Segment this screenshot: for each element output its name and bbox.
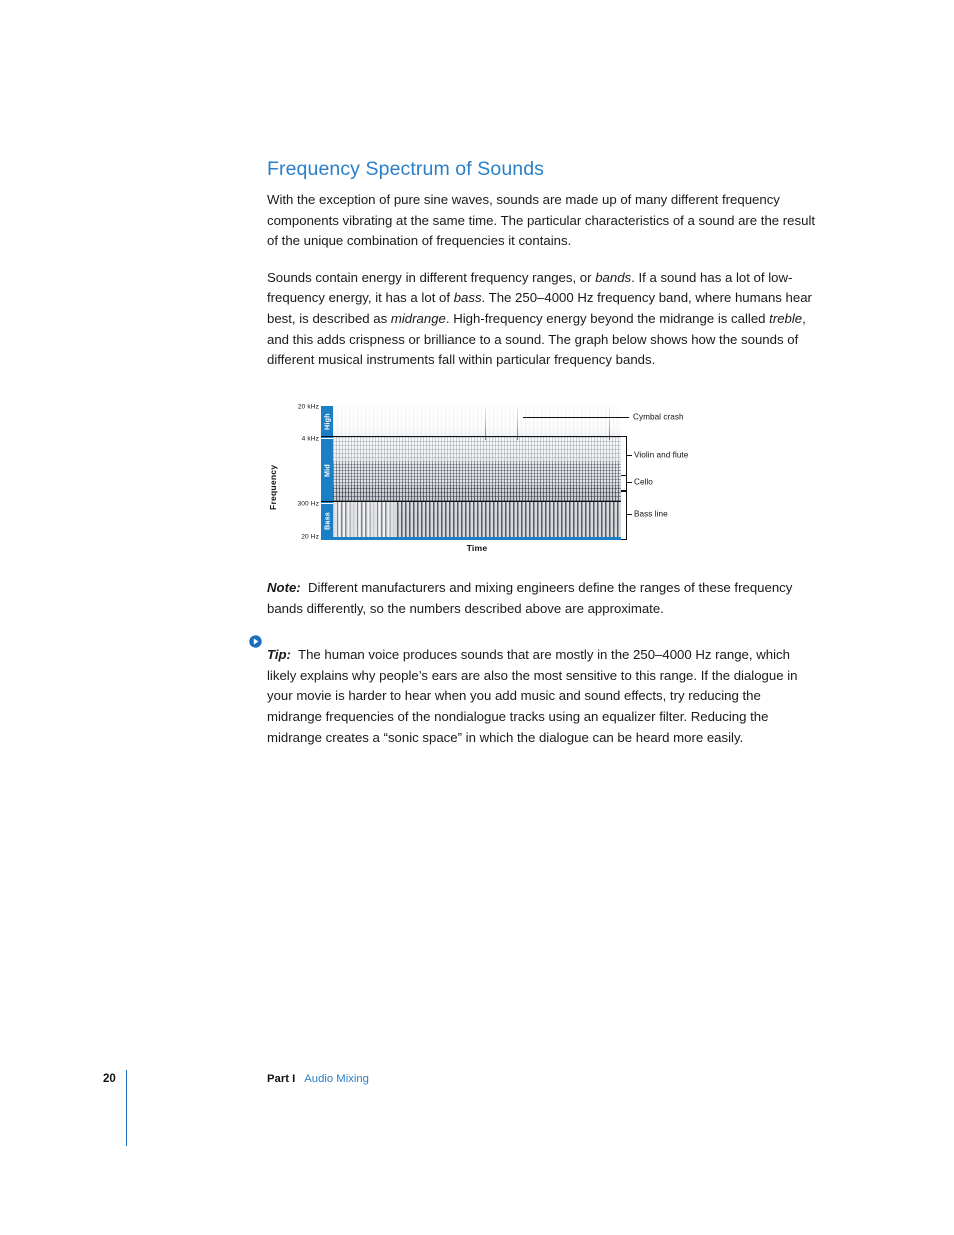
footer-breadcrumb [267,1073,369,1085]
note-block [267,578,819,619]
term-midrange: midrange [390,310,446,326]
spectrogram-high-band [333,406,621,436]
term-bass: bass [453,290,482,306]
band-divider-300hz [321,501,621,502]
note-label: Note: [267,580,301,595]
band-mid: Mid [321,439,333,503]
spectrogram-mid-band [333,462,621,486]
tip-paragraph [267,645,819,748]
figure-callouts [621,403,751,543]
spectrogram-cello-band [333,486,621,501]
y-tick-300hz: 300 Hz [297,500,319,508]
band-high: High [321,406,333,438]
text-run: , and this adds crispness or brilliance to a sound. The graph below shows how the sounds of different musical instruments fall within particular frequency bands. [267,310,806,368]
y-axis-ticks [277,403,321,541]
frequency-spectrum-figure [267,403,707,558]
cymbal-spike [485,406,486,440]
tip-label: Tip: [267,647,291,663]
cymbal-spike [609,406,610,440]
cello-bracket [621,475,627,491]
paragraph-intro: With the exception of pure sine waves, sounds are made up of many different frequency components vibrating at the same time. The particular characteristics of a sound are the result of the unique combination of frequencies it contains. [267,192,816,249]
cymbal-spike [517,406,518,440]
term-bands: bands [595,269,632,285]
band-divider-4khz [321,436,621,437]
term-treble: treble [769,310,803,326]
y-tick-20hz: 20 Hz [301,533,319,541]
bass-line-bracket [621,491,627,540]
callout-bass-line: Bass line [634,509,668,519]
x-axis-label: Time [466,543,488,553]
paragraph-bands [267,268,819,371]
tip-text-body: The human voice produces sounds that are mostly in the 250–4000 Hz range, which likely explains why people’s ears are also the most sensitive to this range. If the dialogue in your movie is harder to hear when you add music and sound effects, try reducing the midrange frequencies of the nondialogue tracks using an equalizer filter. Reducing the midrange creates a “sonic space” in which the dialogue can be heard more easily. [267,647,798,745]
violin-flute-bracket [621,436,627,476]
y-axis-label: Frequency [268,464,278,510]
cello-leader [626,482,632,483]
page-number: 20 [103,1073,116,1085]
text-run: . If a sound has a lot of low-frequency energy, it has a lot of [267,269,793,306]
callout-violin-and-flute: Violin and flute [634,450,689,460]
footer-chapter-link[interactable]: Audio Mixing [304,1073,369,1085]
footer-part-label: Part I [267,1073,296,1085]
article-content [267,158,819,371]
spectrogram-plot [333,406,621,538]
tip-block [249,632,819,761]
page-footer [0,1068,954,1158]
note-text: Different manufacturers and mixing engineers define the ranges of these frequency bands differently, so the numbers described above are approximate. [267,580,793,616]
page-title: Frequency Spectrum of Sounds [267,158,545,180]
frequency-band-strip [321,406,333,538]
cymbal-crash-leader [523,417,629,418]
text-run: . High-frequency energy beyond the midrange is called [445,310,770,326]
bass-line-leader [626,514,632,515]
callout-cymbal-crash: Cymbal crash [633,412,684,422]
callout-cello: Cello [634,477,653,487]
spectrogram-bass-left-region [333,501,395,538]
text-run: Sounds contain energy in different frequency ranges, or [267,269,596,285]
note-paragraph [267,578,819,619]
band-bass: Bass [321,504,333,538]
play-circle-icon [249,635,262,648]
plot-bottom-rule [321,537,621,540]
y-tick-20khz: 20 kHz [297,403,319,411]
violin-flute-leader [626,455,632,456]
text-run: . The 250–4000 Hz frequency band, where humans hear best, is described as [267,290,812,326]
footer-divider [126,1070,127,1146]
spectrogram-upper-mid-band [333,436,621,462]
y-tick-4khz: 4 kHz [301,435,319,443]
